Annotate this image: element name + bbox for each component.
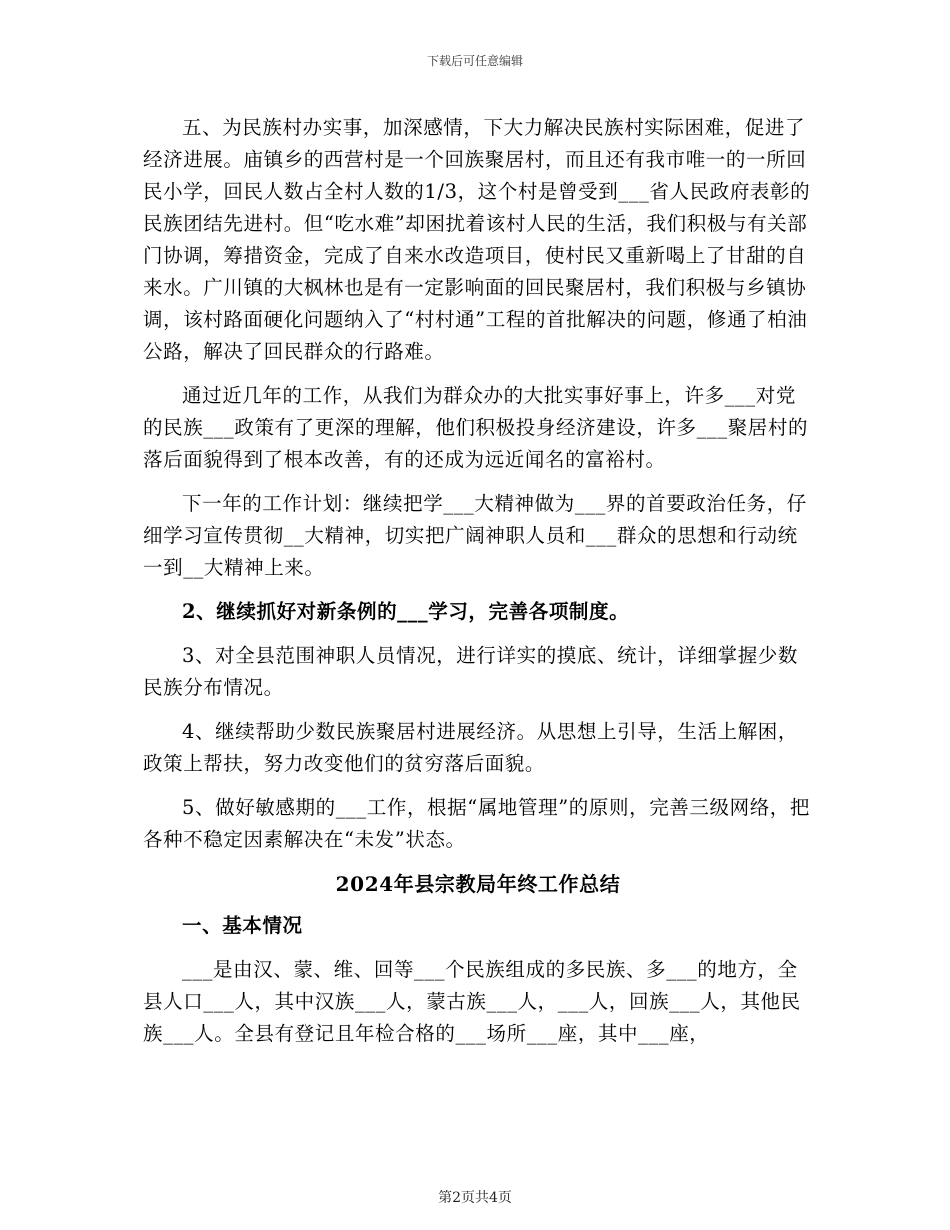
document-title: 2024年县宗教局年终工作总结: [335, 872, 621, 896]
document-body: [143, 112, 813, 1050]
paragraph-results: 通过近几年的工作，从我们为群众办的大批实事好事上，许多___对党的民族___政策有了更深的理解，他们积极投身经济建设，许多___聚居村的落后面貌得到了根本改善，有的还成为远近闻名的富裕村。: [143, 384, 809, 471]
plan-item-3: 3、对全县范围神职人员情况，进行详实的摸底、统计，详细掌握少数民族分布情况。: [143, 644, 799, 699]
plan-item-2: 2、继续抓好对新条例的___学习，完善各项制度。: [182, 600, 630, 623]
plan-item-5: 5、做好敏感期的___工作，根据“属地管理”的原则，完善三级网络，把各种不稳定因素解决在“未发”状态。: [143, 796, 810, 851]
paragraph-basic-info: ___是由汉、蒙、维、回等___个民族组成的多民族、多___的地方，全县人口___人，其中汉族___人，蒙古族___人，___人，回族___人，其他民族___人。全县有登记且年检合格的___场所___座，其中___座，: [143, 958, 801, 1045]
plan-item-4: 4、继续帮助少数民族聚居村进展经济。从思想上引导，生活上解困，政策上帮扶，努力改变他们的贫穷落后面貌。: [143, 720, 799, 775]
section-heading-basic-info: 一、基本情况: [182, 914, 303, 937]
paragraph-next-year-plan: 下一年的工作计划：继续把学___大精神做为___界的首要政治任务，仔细学习宣传贯彻__大精神，切实把广阔神职人员和___群众的思想和行动统一到__大精神上来。: [143, 492, 807, 579]
page-header: 下载后可任意编辑: [426, 54, 523, 68]
paragraph-5-ethnic-villages: 五、为民族村办实事，加深感情，下大力解决民族村实际困难，促进了经济进展。庙镇乡的西营村是一个回族聚居村，而且还有我市唯一的一所回民小学，回民人数占全村人数的1/3，这个村是曾受到___省人民政府表彰的民族团结先进村。但“吃水难”却困扰着该村人民的生活，我们积极与有关部门协调，筹措资金，完成了自来水改造项目，使村民又重新喝上了甘甜的自来水。广川镇的大枫林也是有一定影响面的回民聚居村，我们积极与乡镇协调，该村路面硬化问题纳入了“村村通”工程的首批解决的问题，修通了柏油公路，解决了回民群众的行路难。: [143, 116, 811, 363]
page-footer: 第2页共4页: [438, 1190, 512, 1206]
